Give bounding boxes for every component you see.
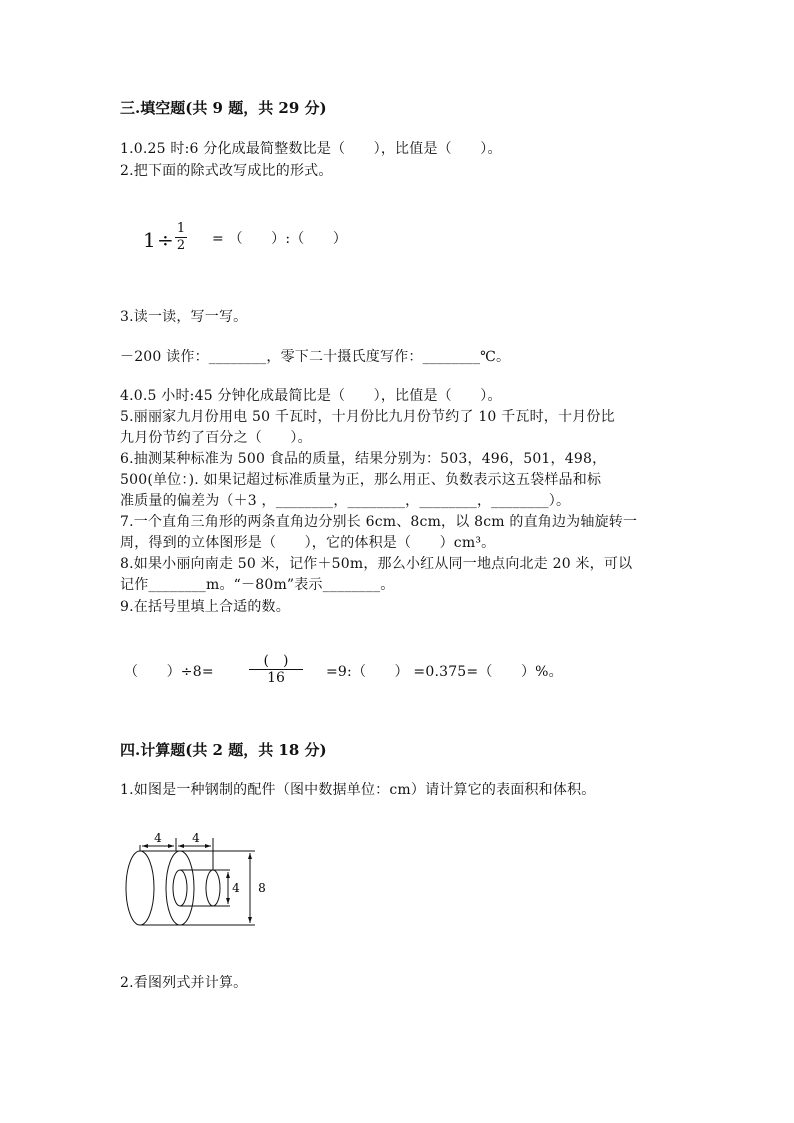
outer-left-ellipse (126, 851, 154, 925)
q9-frac-num: ( ) (263, 653, 289, 669)
q2-divide-sign: ÷ (157, 228, 174, 252)
question-6-line1: 6.抽测某种标准为 500 食品的质量，结果分别为：503，496，501，498， (120, 451, 607, 467)
question-1: 1.0.25 时:6 分化成最简整数比是（ ），比值是（ ）。 (120, 141, 502, 157)
arrow-2 (168, 844, 174, 848)
section4-question-2: 2.看图列式并计算。 (120, 975, 248, 991)
arrow-1 (142, 844, 148, 848)
q9-frac-den: 16 (267, 670, 285, 686)
label-inner-diameter: 4 (232, 881, 240, 895)
q2-expr-rest: = （ ）:（ ） (212, 231, 348, 247)
question-7-line1: 7.一个直角三角形的两条直角边分别长 6cm、8cm，以 8cm 的直角边为轴旋转一 (120, 514, 638, 530)
question-6-line3: 准质量的偏差为（＋3 ，________，________，________，________）。 (120, 493, 571, 509)
label-left-length: 4 (154, 831, 162, 845)
question-7-line2: 周，得到的立体图形是（ ），它的体积是（ ）cm³。 (120, 535, 496, 551)
arrow-3 (178, 844, 184, 848)
question-5-line2: 九月份节约了百分之（ ）。 (120, 430, 312, 446)
q9-part1: （ ）÷8= (124, 664, 214, 680)
label-right-length: 4 (192, 831, 200, 845)
question-3: 3.读一读，写一写。 (120, 309, 248, 325)
question-6-line2: 500(单位：). 如果记超过标准质量为正，那么用正、负数表示这五袋样品和标 (120, 472, 602, 488)
question-9: 9.在括号里填上合适的数。 (120, 599, 290, 615)
steel-part-figure (118, 826, 278, 926)
label-outer-diameter: 8 (258, 881, 266, 895)
section3-heading: 三.填空题(共 9 题，共 29 分) (120, 99, 327, 117)
arrow-8 (248, 917, 252, 923)
section4-heading: 四.计算题(共 2 题，共 18 分) (120, 741, 327, 759)
q9-part2: =9:（ ） =0.375=（ ）%。 (326, 664, 563, 680)
arrow-7 (248, 853, 252, 859)
q9-fraction (249, 654, 303, 685)
arrow-4 (205, 844, 211, 848)
q2-frac-num: 1 (176, 221, 186, 236)
inner-right-ellipse (206, 870, 220, 906)
question-2: 2.把下面的除式改写成比的形式。 (120, 163, 333, 179)
section4-question-1: 1.如图是一种钢制的配件（图中数据单位：cm）请计算它的表面积和体积。 (120, 782, 596, 798)
q2-expr-whole: 1 (143, 228, 156, 252)
question-3-line: －200 读作：________，零下二十摄氏度写作：________℃。 (120, 349, 511, 365)
question-8-line1: 8.如果小丽向南走 50 米，记作＋50m，那么小红从同一地点向北走 20 米，可以 (120, 556, 633, 572)
question-5-line1: 5.丽丽家九月份用电 50 千瓦时，十月份比九月份节约了 10 千瓦时，十月份比 (120, 409, 615, 425)
inner-left-ellipse (173, 870, 187, 906)
arrow-5 (226, 872, 230, 878)
arrow-6 (226, 898, 230, 904)
q2-frac-den: 2 (176, 238, 186, 253)
q2-fraction (175, 222, 187, 253)
question-8-line2: 记作________m。“－80m”表示________。 (120, 577, 395, 593)
question-4: 4.0.5 小时:45 分钟化成最简比是（ ），比值是（ ）。 (120, 388, 502, 404)
